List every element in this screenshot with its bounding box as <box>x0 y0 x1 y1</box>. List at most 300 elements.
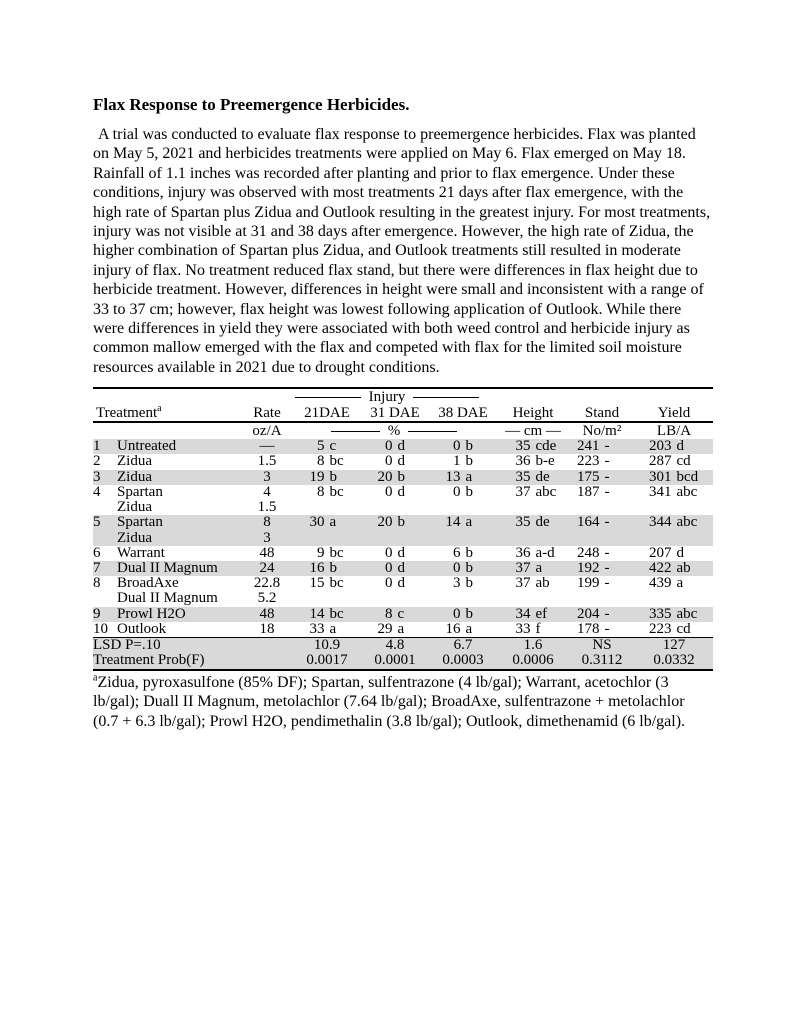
injury-31dae <box>361 576 429 591</box>
header-31dae: 31 DAE <box>370 405 420 422</box>
injury-31dae-value: 29 <box>377 620 393 637</box>
treatment-name: Spartan <box>117 483 163 500</box>
lsd-row <box>93 637 713 653</box>
height <box>497 622 569 638</box>
injury-31dae-empty <box>361 531 429 546</box>
height-value: 35 <box>515 468 531 485</box>
height-group: de <box>535 468 550 485</box>
injury-21dae-value: 5 <box>317 438 325 455</box>
stand-value: 175 <box>577 468 600 485</box>
yield <box>635 485 713 500</box>
yield <box>635 576 713 591</box>
yield-value: 223 <box>649 620 672 637</box>
dash-line <box>413 397 479 398</box>
stats-label: Treatment Prob(F) <box>93 653 293 669</box>
stand <box>569 576 635 591</box>
yield-group: d <box>676 544 685 561</box>
units-row <box>93 422 713 439</box>
height <box>497 561 569 576</box>
stats-value-injury-31dae: 0.0001 <box>361 653 429 669</box>
stand-group: - <box>604 468 610 485</box>
injury-31dae-value: 0 <box>385 559 393 576</box>
header-21dae: 21DAE <box>304 405 350 422</box>
injury-38dae-empty <box>429 591 497 606</box>
stats-label: LSD P=.10 <box>93 637 293 653</box>
injury-31dae <box>361 439 429 454</box>
injury-31dae <box>361 561 429 576</box>
injury-38dae-group: b <box>465 453 473 470</box>
treatment-name: Outlook <box>117 620 167 637</box>
treatment-number: 1 <box>93 439 117 454</box>
injury-21dae <box>293 439 361 454</box>
height-group: a-d <box>535 544 555 561</box>
stats-value-stand: NS <box>569 637 635 653</box>
table-row <box>93 561 713 576</box>
height-value: 36 <box>515 544 531 561</box>
injury-38dae-value: 13 <box>445 468 461 485</box>
injury-31dae-value: 0 <box>385 453 393 470</box>
injury-38dae-value: 14 <box>445 514 461 531</box>
dash-line <box>295 397 361 398</box>
treatment-number: 10 <box>93 620 108 637</box>
yield-value: 207 <box>649 544 672 561</box>
yield <box>635 439 713 454</box>
height <box>497 546 569 561</box>
stand-value: 187 <box>577 483 600 500</box>
treatment-number: 9 <box>93 607 117 622</box>
height <box>497 576 569 591</box>
height-value: 36 <box>515 453 531 470</box>
injury-31dae-group: d <box>397 559 405 576</box>
rate-value: 48 <box>241 607 293 622</box>
yield-empty <box>635 500 713 515</box>
stand <box>569 561 635 576</box>
stand-empty <box>569 591 635 606</box>
injury-21dae-value: 16 <box>309 559 325 576</box>
stats-value-injury-21dae: 0.0017 <box>293 653 361 669</box>
stand <box>569 546 635 561</box>
injury-38dae <box>429 622 497 638</box>
injury-31dae-value: 20 <box>377 468 393 485</box>
height <box>497 439 569 454</box>
injury-38dae <box>429 515 497 530</box>
yield-group: abc <box>676 483 698 500</box>
injury-31dae-value: 0 <box>385 438 393 455</box>
injury-21dae <box>293 515 361 530</box>
height-group: ef <box>535 605 548 622</box>
stats-value-yield: 0.0332 <box>635 653 713 669</box>
height-empty <box>497 591 569 606</box>
injury-38dae-empty <box>429 531 497 546</box>
treatment-name-line2: Zidua <box>117 499 152 516</box>
injury-21dae-empty <box>293 531 361 546</box>
injury-31dae-group: a <box>397 620 405 637</box>
injury-21dae-value: 33 <box>309 620 325 637</box>
treatment-name: Warrant <box>117 544 165 561</box>
results-table <box>93 387 713 670</box>
injury-38dae-group: a <box>465 514 473 531</box>
yield <box>635 622 713 638</box>
treatment-name: Zidua <box>117 470 241 485</box>
treatment-number <box>93 591 117 606</box>
rate-value: — <box>241 439 293 454</box>
injury-21dae <box>293 561 361 576</box>
table-row <box>93 470 713 485</box>
injury-31dae-empty <box>361 500 429 515</box>
unit-yield: LB/A <box>656 423 692 440</box>
injury-label: Injury <box>368 389 406 406</box>
yield-value: 301 <box>649 468 672 485</box>
injury-21dae-group: bc <box>329 453 344 470</box>
height <box>497 470 569 485</box>
rate-value: 48 <box>259 544 275 561</box>
yield-group: abc <box>676 514 698 531</box>
height <box>497 454 569 469</box>
unit-height: — cm — <box>505 423 561 440</box>
document-page <box>93 95 712 731</box>
injury-31dae-group: d <box>397 575 405 592</box>
table-footnote <box>93 673 712 732</box>
height-empty <box>497 500 569 515</box>
rate-value: 24 <box>241 561 293 576</box>
injury-31dae-group: d <box>397 483 405 500</box>
table-row <box>93 607 713 622</box>
injury-21dae <box>293 546 361 561</box>
injury-span-row <box>93 388 713 405</box>
treatment-number: 3 <box>93 470 117 485</box>
injury-21dae <box>293 470 361 485</box>
injury-21dae-group: b <box>329 468 337 485</box>
dash-line <box>331 431 380 432</box>
yield <box>635 515 713 530</box>
treatment-name: Prowl H2O <box>117 607 241 622</box>
treatment-name: Dual II Magnum <box>117 561 241 576</box>
page-title: Flax Response to Preemergence Herbicides. <box>93 95 410 114</box>
header-38dae: 38 DAE <box>438 405 488 422</box>
table-header-row <box>93 405 713 422</box>
stand-empty <box>569 500 635 515</box>
table-row <box>93 622 713 638</box>
injury-21dae-empty <box>293 500 361 515</box>
injury-21dae-group: a <box>329 514 337 531</box>
height-value: 35 <box>515 514 531 531</box>
injury-31dae <box>361 622 429 638</box>
treatment-number: 5 <box>93 515 117 530</box>
injury-38dae-value: 3 <box>453 575 461 592</box>
stand-empty <box>569 531 635 546</box>
dash-line <box>408 431 457 432</box>
injury-21dae <box>293 622 361 638</box>
injury-38dae <box>429 607 497 622</box>
rate-value: 1.5 <box>257 453 277 470</box>
unit-stand: No/m² <box>582 423 622 440</box>
yield-group: a <box>676 575 684 592</box>
injury-38dae-group: b <box>465 575 473 592</box>
injury-21dae-group: bc <box>329 605 344 622</box>
treatment-number: 8 <box>93 575 101 592</box>
stand-value: 178 <box>577 620 600 637</box>
yield-value: 439 <box>649 575 672 592</box>
treatment-name: BroadAxe <box>117 575 179 592</box>
stand <box>569 439 635 454</box>
yield <box>635 546 713 561</box>
table-row <box>93 515 713 530</box>
stand-value: 223 <box>577 453 600 470</box>
rate-value-line2: 3 <box>241 531 293 546</box>
header-height: Height <box>512 405 554 422</box>
injury-31dae-empty <box>361 591 429 606</box>
injury-21dae-value: 15 <box>309 575 325 592</box>
injury-38dae <box>429 561 497 576</box>
injury-21dae-group: bc <box>329 575 344 592</box>
stand-value: 241 <box>577 438 600 455</box>
injury-38dae <box>429 470 497 485</box>
stand <box>569 622 635 638</box>
injury-21dae-group: a <box>329 620 337 637</box>
injury-31dae-group: d <box>397 438 405 455</box>
stats-value-injury-21dae: 10.9 <box>293 637 361 653</box>
footnote-text: Zidua, pyroxasulfone (85% DF); Spartan, sulfentrazone (4 lb/gal); Warrant, acetochlor (3 lb/gal); Duall II Magnum, metolachlor (7.64 lb/gal); BroadAxe, sulfentrazone + metolachlor (0.7 + 6.3 lb/gal); Prowl H2O, pendimethalin (3.8 lb/gal); Outlook, dimethenamid (6 lb/gal). <box>93 673 686 730</box>
treatment-name: Spartan <box>117 515 241 530</box>
injury-38dae-value: 0 <box>453 605 461 622</box>
injury-38dae <box>429 576 497 591</box>
rate-value: 22.8 <box>253 575 281 592</box>
injury-21dae-value: 9 <box>317 544 325 561</box>
stats-value-injury-31dae: 4.8 <box>361 637 429 653</box>
height-group: b-e <box>535 453 555 470</box>
injury-31dae <box>361 470 429 485</box>
injury-38dae <box>429 485 497 500</box>
yield-group: abc <box>676 605 698 622</box>
injury-spacer <box>93 388 293 405</box>
injury-31dae-group: b <box>397 468 405 485</box>
table-row-continued <box>93 591 713 606</box>
yield-value: 203 <box>649 438 672 455</box>
table-body <box>93 439 713 669</box>
yield-value: 341 <box>649 483 672 500</box>
height-group: de <box>535 514 550 531</box>
height-value: 34 <box>515 605 531 622</box>
injury-31dae-group: d <box>397 453 405 470</box>
rate-value: 3 <box>241 470 293 485</box>
footnote-marker: a <box>93 672 98 684</box>
injury-span-cell <box>293 388 497 405</box>
stand <box>569 454 635 469</box>
prob-row <box>93 653 713 669</box>
injury-21dae <box>293 485 361 500</box>
injury-31dae-value: 0 <box>385 575 393 592</box>
height-value: 35 <box>515 438 531 455</box>
yield <box>635 470 713 485</box>
stand-group: - <box>604 514 610 531</box>
yield-group: ab <box>676 559 691 576</box>
injury-21dae-group: bc <box>329 544 344 561</box>
rate-value: 18 <box>259 620 275 637</box>
height-group: f <box>535 620 541 637</box>
injury-21dae <box>293 454 361 469</box>
yield <box>635 561 713 576</box>
rate-value: 8 <box>241 515 293 530</box>
unit-injury: % <box>387 423 401 440</box>
treatment-name: Untreated <box>117 439 241 454</box>
height-value: 37 <box>515 559 531 576</box>
injury-38dae-group: b <box>465 438 473 455</box>
rate-value-line2: 1.5 <box>257 499 277 516</box>
percent-dash-rule <box>293 423 497 439</box>
stand <box>569 515 635 530</box>
injury-21dae-empty <box>293 591 361 606</box>
stats-value-height: 1.6 <box>497 637 569 653</box>
treatment-number: 4 <box>93 483 101 500</box>
injury-31dae-group: d <box>397 544 405 561</box>
yield <box>635 454 713 469</box>
injury-dash-rule <box>293 389 497 405</box>
injury-38dae-value: 0 <box>453 483 461 500</box>
stand <box>569 485 635 500</box>
table-row-continued <box>93 500 713 515</box>
injury-31dae-value: 0 <box>385 483 393 500</box>
treatment-number <box>93 531 117 546</box>
height-group: a <box>535 559 543 576</box>
yield-value: 422 <box>649 559 672 576</box>
injury-38dae-group: a <box>465 620 473 637</box>
yield-value: 335 <box>649 605 672 622</box>
injury-38dae-group: b <box>465 483 473 500</box>
stand-group: - <box>604 544 610 561</box>
height-group: abc <box>535 483 557 500</box>
stats-value-height: 0.0006 <box>497 653 569 669</box>
body-paragraph: A trial was conducted to evaluate flax response to preemergence herbicides. Flax was planted on May 5, 2021 and herbicides treatments were applied on May 6. Flax emerged on May 18. Rainfall of 1.1 inches was recorded after planting and prior to flax emergence. Under these conditions, injury was observed with most treatments 21 days after flax emergence, with the high rate of Spartan plus Zidua and Outlook resulting in the greatest injury. For most treatments, injury was not visible at 31 and 38 days after emergence. However, the high rate of Zidua, the higher combination of Spartan plus Zidua, and Outlook treatments still resulted in moderate injury of flax. No treatment reduced flax stand, but there were differences in flax height due to herbicide treatment. However, differences in height were small and inconsistent with a range of 33 to 37 cm; however, flax height was lowest following application of Outlook. While there were differences in yield they were associated with both weed control and herbicide injury as common mallow emerged with the flax and competed with flax for the limited soil moisture resources available in 2021 due to drought conditions. <box>93 126 711 376</box>
injury-38dae-group: b <box>465 544 473 561</box>
stand-value: 199 <box>577 575 600 592</box>
stand <box>569 607 635 622</box>
height <box>497 607 569 622</box>
header-treatment-label: Treatment <box>96 405 158 422</box>
injury-38dae-value: 1 <box>453 453 461 470</box>
rate-value: 4 <box>263 483 271 500</box>
injury-38dae-group: a <box>465 468 473 485</box>
table-row <box>93 576 713 591</box>
stand-group: - <box>604 575 610 592</box>
stats-value-injury-38dae: 6.7 <box>429 637 497 653</box>
injury-38dae <box>429 454 497 469</box>
yield-group: bcd <box>676 468 699 485</box>
injury-31dae-group: b <box>397 514 405 531</box>
treatment-footnote-marker: a <box>157 403 162 415</box>
yield-value: 344 <box>649 514 672 531</box>
injury-38dae-group: b <box>465 605 473 622</box>
injury-38dae <box>429 546 497 561</box>
injury-21dae-group: b <box>329 559 337 576</box>
stand <box>569 470 635 485</box>
injury-21dae-value: 14 <box>309 605 325 622</box>
height-group: cde <box>535 438 557 455</box>
yield-group: d <box>676 438 685 455</box>
injury-31dae <box>361 515 429 530</box>
injury-31dae <box>361 546 429 561</box>
yield-group: cd <box>676 620 691 637</box>
yield-empty <box>635 531 713 546</box>
table-row <box>93 454 713 469</box>
injury-38dae-group: b <box>465 559 473 576</box>
injury-38dae-value: 6 <box>453 544 461 561</box>
height-empty <box>497 531 569 546</box>
table-row <box>93 485 713 500</box>
height-value: 37 <box>515 575 531 592</box>
injury-38dae-value: 0 <box>453 438 461 455</box>
table-row <box>93 546 713 561</box>
height <box>497 515 569 530</box>
injury-38dae-value: 16 <box>445 620 461 637</box>
injury-21dae <box>293 607 361 622</box>
treatment-name-line2: Zidua <box>117 531 241 546</box>
injury-31dae <box>361 485 429 500</box>
injury-38dae-value: 0 <box>453 559 461 576</box>
treatment-name: Zidua <box>117 453 152 470</box>
injury-21dae-value: 30 <box>309 514 325 531</box>
stand-value: 192 <box>577 559 600 576</box>
injury-21dae-group: bc <box>329 483 344 500</box>
treatment-number <box>93 500 117 515</box>
stand-group: - <box>604 605 610 622</box>
stand-group: - <box>604 483 610 500</box>
header-treatment <box>93 405 241 422</box>
height-value: 37 <box>515 483 531 500</box>
stand-value: 164 <box>577 514 600 531</box>
stats-value-injury-38dae: 0.0003 <box>429 653 497 669</box>
stand-group: - <box>604 438 610 455</box>
yield-empty <box>635 591 713 606</box>
table-row <box>93 439 713 454</box>
header-rate: Rate <box>253 405 281 422</box>
injury-21dae-value: 8 <box>317 453 325 470</box>
injury-21dae-value: 19 <box>309 468 325 485</box>
yield-group: cd <box>676 453 691 470</box>
header-yield: Yield <box>657 405 691 422</box>
treatment-name-line2: Dual II Magnum <box>117 590 218 607</box>
height-group: ab <box>535 575 550 592</box>
injury-31dae-group: c <box>397 605 405 622</box>
yield <box>635 607 713 622</box>
stand-group: - <box>604 559 610 576</box>
injury-31dae <box>361 454 429 469</box>
injury-21dae-value: 8 <box>317 483 325 500</box>
height-value: 33 <box>515 620 531 637</box>
rate-value-line2: 5.2 <box>257 590 277 607</box>
treatment-number: 7 <box>93 561 117 576</box>
injury-38dae <box>429 439 497 454</box>
yield-value: 287 <box>649 453 672 470</box>
treatment-number: 6 <box>93 544 101 561</box>
stats-value-yield: 127 <box>635 637 713 653</box>
injury-21dae <box>293 576 361 591</box>
injury-31dae-value: 8 <box>385 605 393 622</box>
injury-21dae-group: c <box>329 438 337 455</box>
stand-value: 204 <box>577 605 600 622</box>
header-stand: Stand <box>584 405 620 422</box>
stand-group: - <box>604 453 610 470</box>
stats-value-stand: 0.3112 <box>569 653 635 669</box>
height <box>497 485 569 500</box>
injury-31dae-value: 20 <box>377 514 393 531</box>
injury-31dae-value: 0 <box>385 544 393 561</box>
stand-group: - <box>604 620 610 637</box>
table-row-continued <box>93 531 713 546</box>
treatment-number: 2 <box>93 453 101 470</box>
injury-31dae <box>361 607 429 622</box>
stand-value: 248 <box>577 544 600 561</box>
unit-rate: oz/A <box>252 423 282 440</box>
